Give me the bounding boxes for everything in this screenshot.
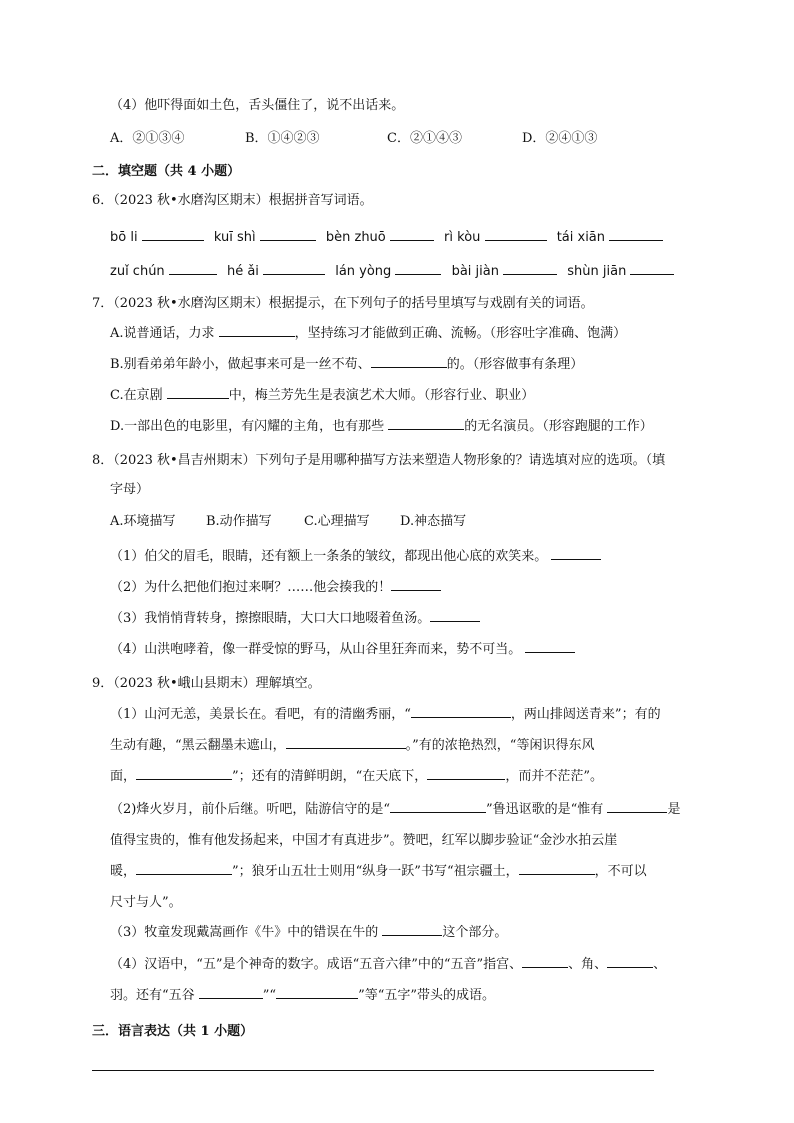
text: A.说普通话，力求 — [110, 326, 219, 341]
answer-blank[interactable] — [142, 228, 204, 241]
text: 、角、 — [568, 957, 608, 972]
q9-p1-line2 — [110, 736, 594, 756]
text: （4）山洪咆哮着，像一群受惊的野马，从山谷里狂奔而来，势不可当。 — [110, 642, 522, 657]
pinyin: bèn zhuō — [325, 230, 386, 245]
q9-p4-line1 — [110, 955, 666, 975]
section3-title: 三．语言表达（共 1 小题） — [92, 1024, 254, 1039]
answer-blank[interactable] — [199, 986, 263, 999]
answer-blank[interactable] — [395, 262, 441, 275]
q9-p2-line1 — [110, 800, 680, 820]
text: ，两山排闼送青来”；有的 — [510, 707, 661, 722]
answer-blank[interactable] — [388, 417, 464, 430]
text: C.在京剧 — [110, 388, 167, 403]
answer-blank[interactable] — [427, 767, 505, 780]
answer-blank[interactable] — [260, 228, 316, 241]
q6-row1 — [110, 228, 663, 245]
text: 。”有的浓艳热烈，“等闲识得东风 — [405, 738, 595, 753]
q8-option-d: D.神态描写 — [400, 514, 467, 529]
answer-blank[interactable] — [607, 955, 653, 968]
answer-blank[interactable] — [276, 986, 358, 999]
q5-item4: （4）他吓得面如土色，舌头僵住了，说不出话来。 — [110, 98, 405, 113]
pinyin: tái xiān — [556, 230, 606, 245]
answer-blank[interactable] — [630, 262, 674, 275]
text: D.一部出色的电影里，有闪耀的主角，也有那些 — [110, 419, 389, 434]
text: ，坚持练习才能做到正确、流畅。（形容吐字准确、饱满） — [294, 326, 627, 341]
answer-blank[interactable] — [411, 705, 511, 718]
answer-line[interactable] — [92, 1070, 654, 1071]
text: 羽。还有“五谷 — [110, 988, 199, 1003]
q9-stem: 9．（2023 秋•峨山县期末）理解填空。 — [92, 676, 321, 691]
q8-option-a: A.环境描写 — [110, 514, 176, 529]
q7-stem: 7．（2023 秋•水磨沟区期末）根据提示，在下列句子的括号里填写与戏剧有关的词语。 — [92, 296, 594, 311]
text: 中，梅兰芳先生是表演艺术大师。（形容行业、职业） — [228, 388, 535, 403]
text: （1）伯父的眉毛，眼睛，还有额上一条条的皱纹，都现出他心底的欢笑来。 — [110, 549, 548, 564]
text: 、 — [653, 957, 667, 972]
text: ，而并不茫茫”。 — [505, 769, 603, 784]
answer-blank[interactable] — [391, 578, 441, 591]
q7-item-d — [110, 417, 653, 437]
answer-blank[interactable] — [609, 228, 663, 241]
answer-blank[interactable] — [430, 609, 480, 622]
answer-blank[interactable] — [390, 228, 434, 241]
pinyin: zuǐ chún — [110, 264, 165, 279]
text: 这个部分。 — [442, 925, 508, 940]
answer-blank[interactable] — [522, 955, 568, 968]
answer-blank[interactable] — [169, 262, 217, 275]
q6-row2 — [110, 262, 674, 279]
answer-blank[interactable] — [390, 800, 486, 813]
q8-stem: 8．（2023 秋•昌吉州期末）下列句子是用哪种描写方法来塑造人物形象的？请选填对应的选项。（填 — [92, 453, 666, 468]
answer-blank[interactable] — [525, 640, 575, 653]
q5-option-a[interactable]: A．②①③④ — [110, 131, 185, 146]
q9-p2-line3 — [110, 862, 647, 882]
answer-blank[interactable] — [136, 862, 232, 875]
q8-option-b: B.动作描写 — [206, 514, 272, 529]
pinyin: bō li — [110, 230, 138, 245]
q8-stem-cont: 字母） — [110, 482, 150, 497]
q7-item-c — [110, 386, 534, 406]
answer-blank[interactable] — [136, 767, 232, 780]
answer-blank[interactable] — [607, 800, 667, 813]
pinyin: bài jiàn — [451, 264, 499, 279]
q8-sentence-3 — [110, 609, 480, 629]
answer-blank[interactable] — [485, 228, 547, 241]
text: ”鲁迅讴歌的是“惟有 — [486, 802, 608, 817]
answer-blank[interactable] — [219, 324, 295, 337]
q8-sentence-4 — [110, 640, 575, 660]
text: 的。（形容做事有条理） — [446, 357, 584, 372]
q6-stem: 6．（2023 秋•水磨沟区期末）根据拼音写词语。 — [92, 193, 373, 208]
q9-p3 — [110, 923, 507, 943]
q9-p1-line1 — [110, 705, 661, 725]
text: 的无名演员。（形容跑腿的工作） — [464, 419, 653, 434]
q5-option-b[interactable]: B．①④②③ — [245, 131, 320, 146]
q9-p1-line3 — [110, 767, 603, 787]
answer-blank[interactable] — [371, 355, 447, 368]
answer-blank[interactable] — [519, 862, 595, 875]
q7-item-a — [110, 324, 626, 344]
q9-p4-line2 — [110, 986, 495, 1006]
pinyin: hé ǎi — [226, 264, 259, 279]
text: ”；还有的清鲜明朗，“在天底下， — [232, 769, 428, 784]
text: （3）牧童发现戴嵩画作《牛》中的错误在牛的 — [110, 925, 383, 940]
answer-blank[interactable] — [551, 547, 601, 560]
text: 面， — [110, 769, 137, 784]
text: 是 — [667, 802, 681, 817]
pinyin: lán yòng — [335, 264, 392, 279]
q8-option-c: C.心理描写 — [304, 514, 370, 529]
q5-options — [110, 127, 597, 146]
text: ，不可以 — [594, 864, 647, 879]
text: （2）为什么把他们抱过来啊？……他会揍我的！ — [110, 580, 392, 595]
q8-options — [110, 512, 466, 532]
text: （4）汉语中，“五”是个神奇的数字。成语“五音六律”中的“五音”指宫、 — [110, 957, 523, 972]
answer-blank[interactable] — [503, 262, 557, 275]
text: 暖， — [110, 864, 137, 879]
text: （2)烽火岁月，前仆后继。听吧，陆游信守的是“ — [110, 802, 390, 817]
q9-p2-line4: 尺寸与人”。 — [110, 895, 182, 910]
section2-title: 二．填空题（共 4 小题） — [92, 164, 241, 179]
text: 生动有趣，“黑云翻墨未遮山， — [110, 738, 286, 753]
q5-option-d[interactable]: D．②④①③ — [522, 131, 598, 146]
text: ”等“五字”带头的成语。 — [358, 988, 496, 1003]
text: （3）我悄悄背转身，擦擦眼睛，大口大口地啜着鱼汤。 — [110, 611, 431, 626]
q9-p2-line2: 值得宝贵的，惟有他发扬起来，中国才有真进步”。赞吧，红军以脚步验证“金沙水拍云崖 — [110, 833, 618, 848]
pinyin: shùn jiān — [567, 264, 627, 279]
answer-blank[interactable] — [263, 262, 325, 275]
q8-sentence-2 — [110, 578, 441, 598]
q8-sentence-1 — [110, 547, 601, 567]
pinyin: kuī shì — [213, 230, 256, 245]
text: B.别看弟弟年龄小，做起事来可是一丝不苟、 — [110, 357, 371, 372]
text: ”“ — [262, 988, 277, 1003]
q7-item-b — [110, 355, 583, 375]
q5-option-c[interactable]: C．②①④③ — [387, 131, 462, 146]
text: （1）山河无恙，美景长在。看吧，有的清幽秀丽，“ — [110, 707, 411, 722]
text: ”；狼牙山五壮士则用“纵身一跃”书写“祖宗疆土， — [232, 864, 519, 879]
pinyin: rì kòu — [444, 230, 481, 245]
answer-blank[interactable] — [286, 736, 406, 749]
answer-blank[interactable] — [382, 923, 442, 936]
answer-blank[interactable] — [167, 386, 229, 399]
